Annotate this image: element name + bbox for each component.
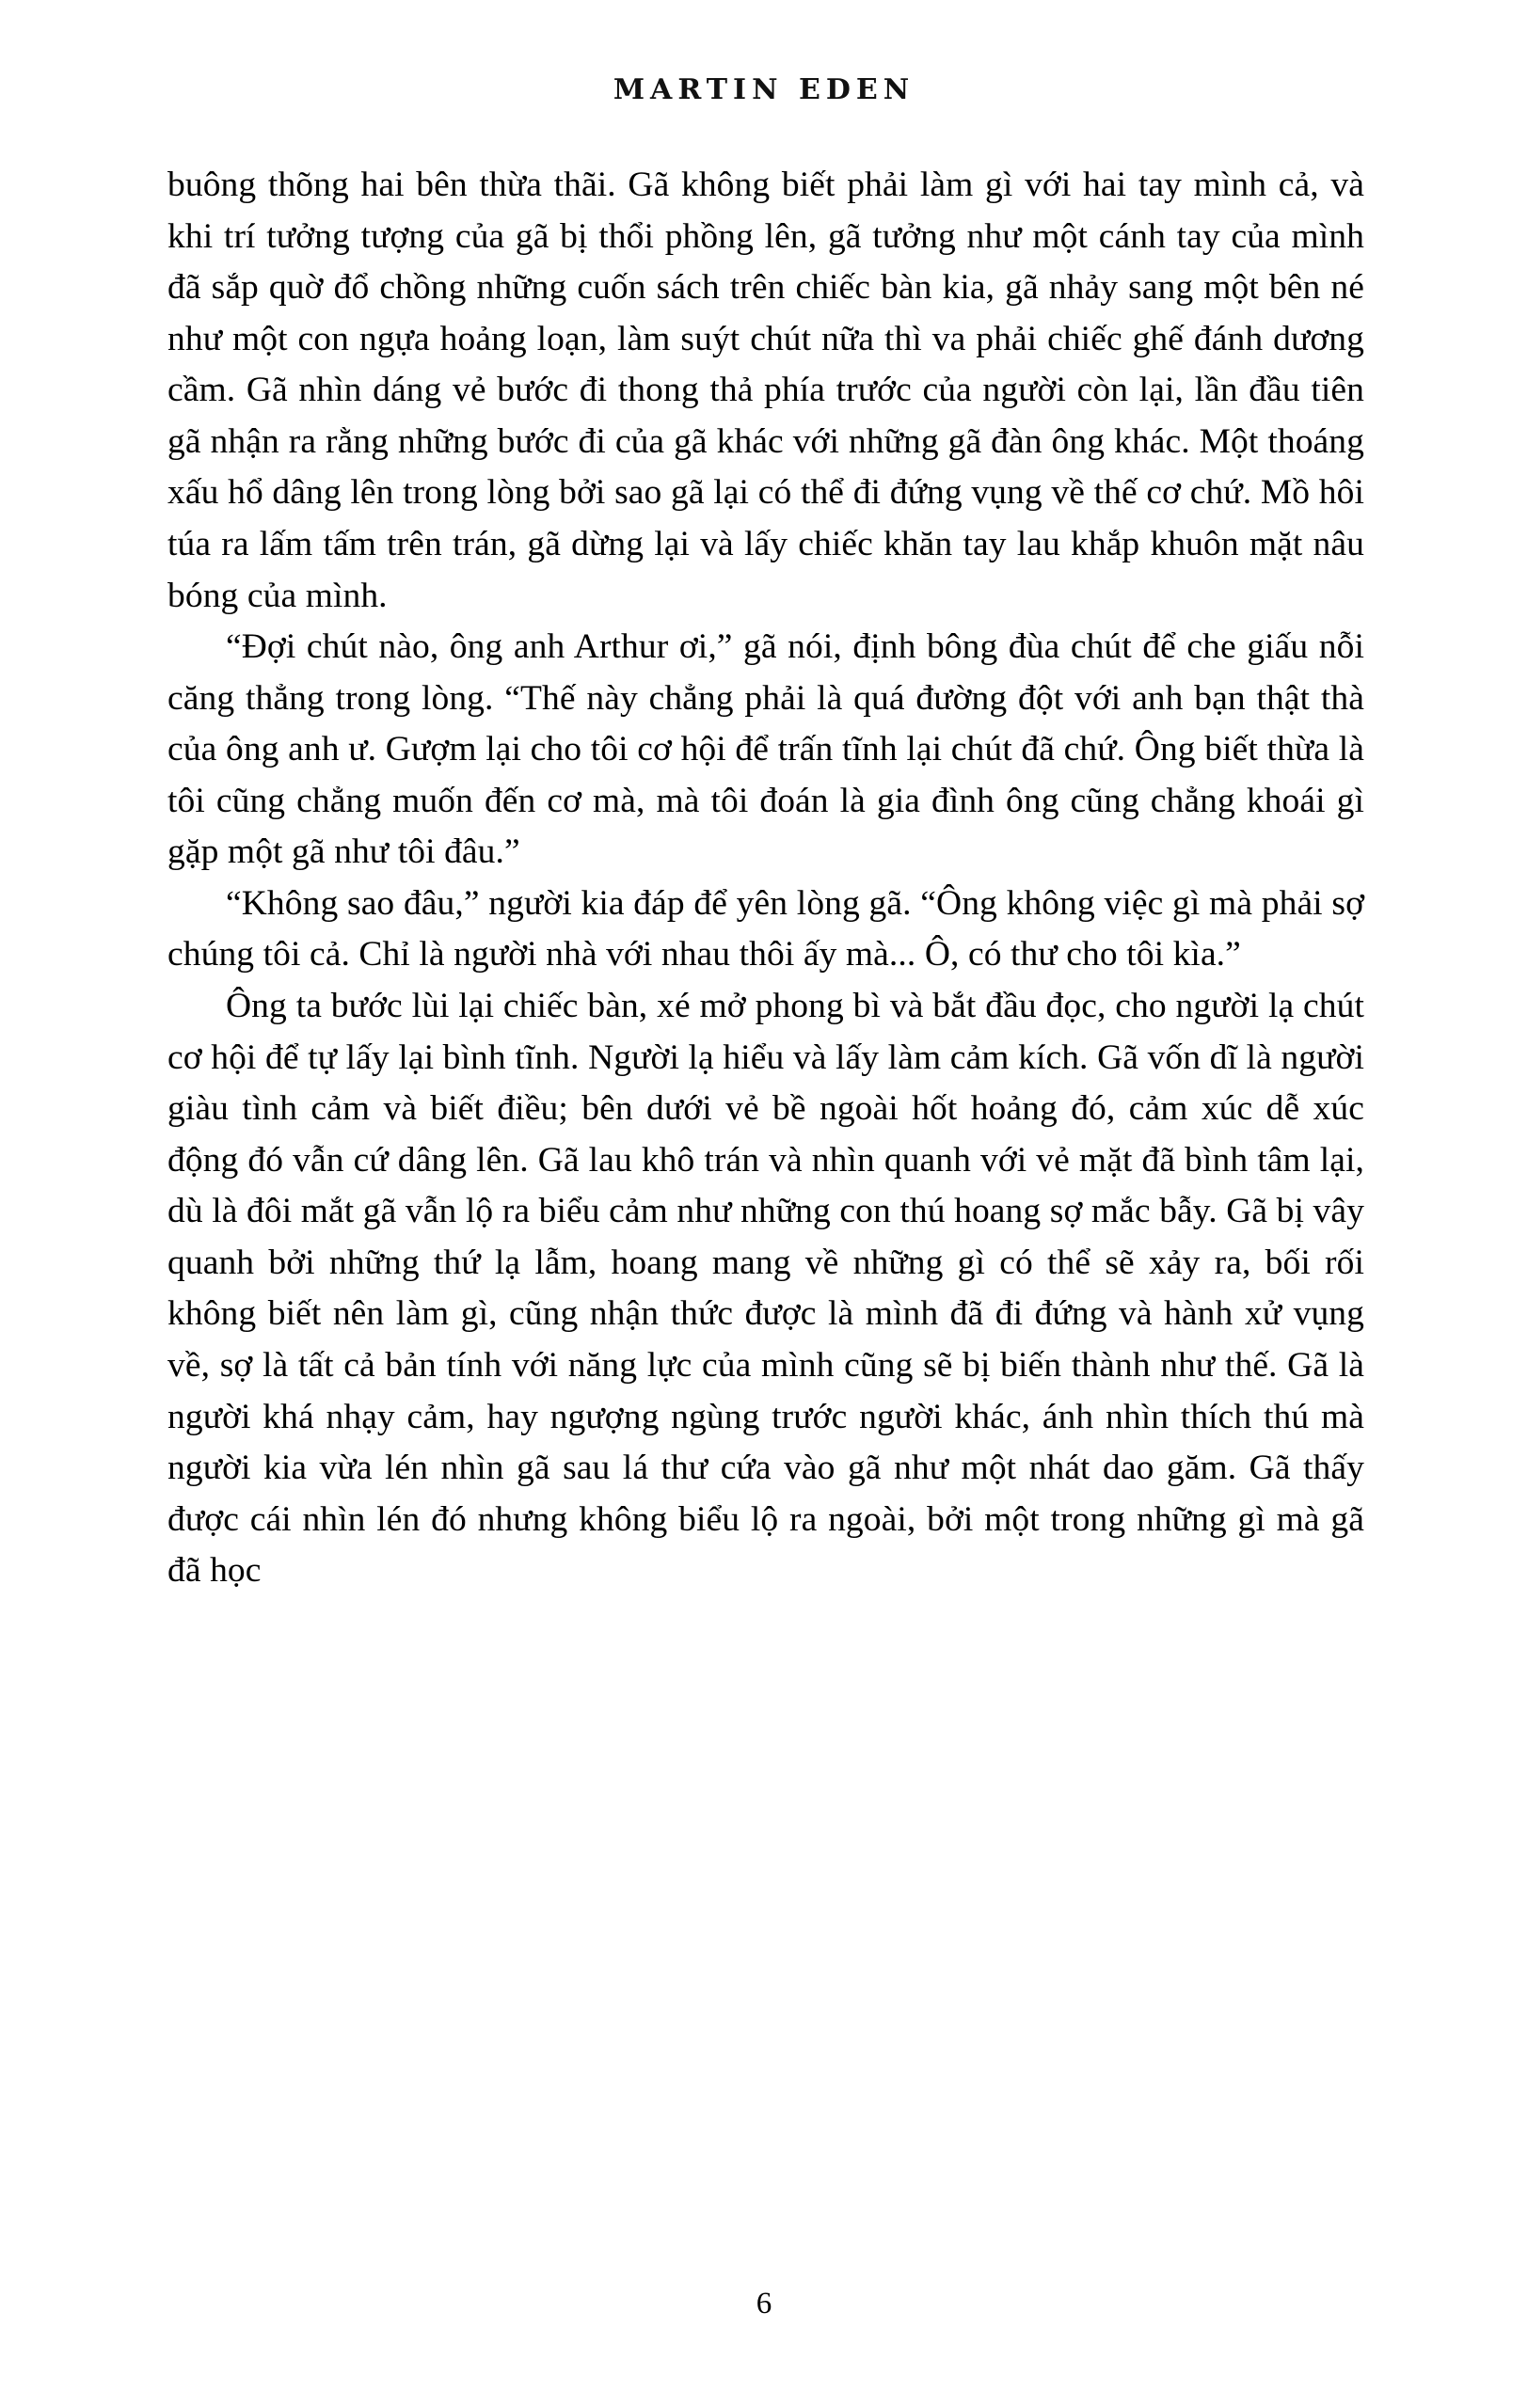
paragraph: “Đợi chút nào, ông anh Arthur ơi,” gã nói, định bông đùa chút để che giấu nỗi căng thẳng trong lòng. “Thế này chẳng phải là quá đường đột với anh bạn thật thà của ông anh ư. Gượm lại cho tôi cơ hội để trấn tĩnh lại chút đã chứ. Ông biết thừa là tôi cũng chẳng muốn đến cơ mà, mà tôi đoán là gia đình ông cũng chẳng khoái gì gặp một gã như tôi đâu.” xyxy=(167,627,1364,872)
paragraph: “Không sao đâu,” người kia đáp để yên lòng gã. “Ông không việc gì mà phải sợ chúng tôi cả. Chỉ là người nhà với nhau thôi ấy mà... Ô, có thư cho tôi kìa.” xyxy=(167,883,1364,974)
paragraph: Ông ta bước lùi lại chiếc bàn, xé mở phong bì và bắt đầu đọc, cho người lạ chút cơ hội để tự lấy lại bình tĩnh. Người lạ hiểu và lấy làm cảm kích. Gã vốn dĩ là người giàu tình cảm và biết điều; bên dưới vẻ bề ngoài hốt hoảng đó, cảm xúc dễ xúc động đó vẫn cứ dâng lên. Gã lau khô trán và nhìn quanh với vẻ mặt đã bình tâm lại, dù là đôi mắt gã vẫn lộ ra biểu cảm như những con thú hoang sợ mắc bẫy. Gã bị vây quanh bởi những thứ lạ lẫm, hoang mang về những gì có thể sẽ xảy ra, bối rối không biết nên làm gì, cũng nhận thức được là mình đã đi đứng và hành xử vụng về, sợ là tất cả bản tính với năng lực của mình cũng sẽ bị biến thành như thế. Gã là người khá nhạy cảm, hay ngượng ngùng trước người khác, ánh nhìn thích thú mà người kia vừa lén nhìn gã sau lá thư cứa vào gã như một nhát dao găm. Gã thấy được cái nhìn lén đó nhưng không biểu lộ ra ngoài, bởi một trong những gì mà gã đã học xyxy=(167,987,1364,1591)
body-text xyxy=(167,160,1364,1597)
paragraph: buông thõng hai bên thừa thãi. Gã không biết phải làm gì với hai tay mình cả, và khi trí tưởng tượng của gã bị thổi phồng lên, gã tưởng như một cánh tay của mình đã sắp quờ đổ chồng những cuốn sách trên chiếc bàn kia, gã nhảy sang một bên né như một con ngựa hoảng loạn, làm suýt chút nữa thì va phải chiếc ghế đánh dương cầm. Gã nhìn dáng vẻ bước đi thong thả phía trước của người còn lại, lần đầu tiên gã nhận ra rằng những bước đi của gã khác với những gã đàn ông khác. Một thoáng xấu hổ dâng lên trong lòng bởi sao gã lại có thể đi đứng vụng về thế cơ chứ. Mồ hôi túa ra lấm tấm trên trán, gã dừng lại và lấy chiếc khăn tay lau khắp khuôn mặt nâu bóng của mình. xyxy=(167,166,1364,615)
page-number: 6 xyxy=(756,2287,772,2321)
running-head: MARTIN EDEN xyxy=(613,73,915,106)
